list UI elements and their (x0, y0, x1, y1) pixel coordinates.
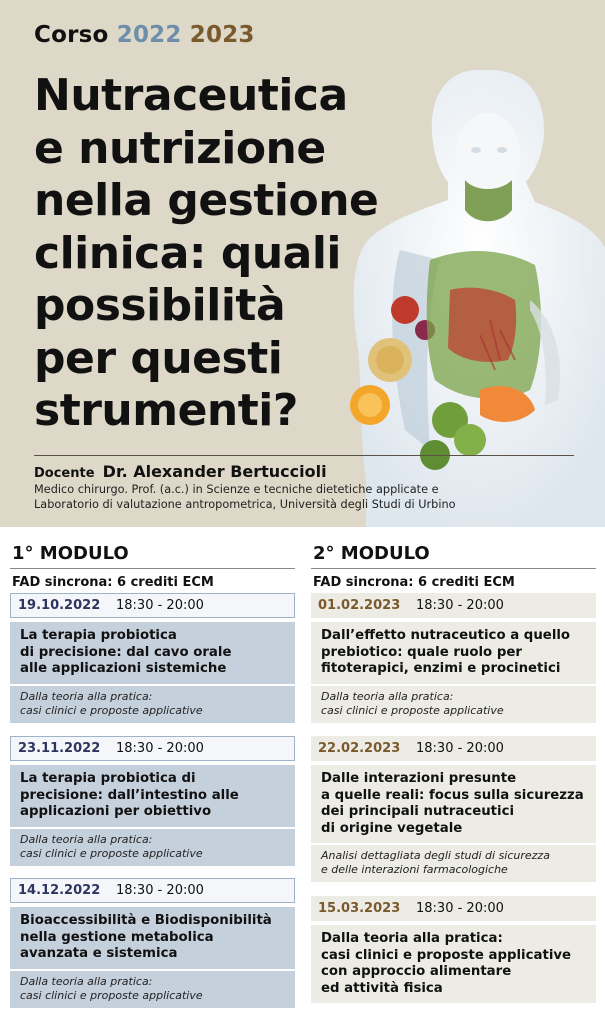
session-date: 14.12.2022 (18, 883, 101, 898)
session-topic: La terapia probiotica di precisione: dall’intestino alle applicazioni per obiettivo (10, 765, 295, 827)
docente-bio: Medico chirurgo. Prof. (a.c.) in Scienze e tecniche dietetiche applicate e Laboratorio di valutazione antropometrica, Università degli Studi di Urbino (34, 483, 456, 511)
session-note: Dalla teoria alla pratica: casi clinici e proposte applicative (10, 971, 295, 1008)
session-note: Dalla teoria alla pratica: casi clinici e proposte applicative (10, 829, 295, 866)
fad-credits: FAD sincrona: 6 crediti ECM (313, 575, 515, 590)
session-note: Dalla teoria alla pratica: casi clinici e proposte applicative (10, 686, 295, 723)
year-start: 2022 (116, 22, 182, 48)
year-end: 2023 (189, 22, 255, 48)
session-topic: Dalle interazioni presunte a quelle reali: focus sulla sicurezza dei principali nutraceutici di origine vegetale (311, 765, 596, 843)
session-topic: Dalla teoria alla pratica: casi clinici e proposte applicative con approccio alimentare ed attività fisica (311, 925, 596, 1003)
module-title: 2° MODULO (313, 543, 430, 564)
session-time: 18:30 - 20:00 (116, 883, 204, 898)
docente-line: Docente Dr. Alexander Bertuccioli (34, 462, 327, 481)
course-title: Nutraceutica e nutrizione nella gestione clinica: quali possibilità per questi strumenti? (34, 70, 379, 436)
session-date-row (10, 736, 295, 761)
session-date-row (10, 593, 295, 618)
session-note: Analisi dettagliata degli studi di sicurezza e delle interazioni farmacologiche (311, 845, 596, 882)
docente-name: Dr. Alexander Bertuccioli (102, 462, 327, 481)
session-topic: Bioaccessibilità e Biodisponibilità nella gestione metabolica avanzata e sistemica (10, 907, 295, 969)
session-date-row (311, 736, 596, 761)
session-date-row (311, 593, 596, 618)
session-card (311, 896, 596, 1003)
session-date: 01.02.2023 (318, 598, 401, 613)
session-time: 18:30 - 20:00 (416, 598, 504, 613)
session-date: 23.11.2022 (18, 741, 101, 756)
session-time: 18:30 - 20:00 (116, 741, 204, 756)
module-title: 1° MODULO (12, 543, 129, 564)
session-time: 18:30 - 20:00 (116, 598, 204, 613)
session-date: 22.02.2023 (318, 741, 401, 756)
module-2 (311, 540, 596, 996)
session-topic: La terapia probiotica di precisione: dal cavo orale alle applicazioni sistemiche (10, 622, 295, 684)
session-date: 15.03.2023 (318, 901, 401, 916)
session-card (311, 593, 596, 723)
session-time: 18:30 - 20:00 (416, 901, 504, 916)
module-1 (10, 540, 295, 1002)
session-time: 18:30 - 20:00 (416, 741, 504, 756)
session-topic: Dall’effetto nutraceutico a quello prebiotico: quale ruolo per fitoterapici, enzimi e procinetici (311, 622, 596, 684)
session-date-row (10, 878, 295, 903)
session-note: Dalla teoria alla pratica: casi clinici e proposte applicative (311, 686, 596, 723)
session-card (10, 878, 295, 1008)
session-card (311, 736, 596, 882)
session-date: 19.10.2022 (18, 598, 101, 613)
session-card (10, 736, 295, 866)
module-rule (10, 568, 295, 569)
divider (34, 455, 574, 456)
session-date-row (311, 896, 596, 921)
module-rule (311, 568, 596, 569)
session-card (10, 593, 295, 723)
course-label: Corso 2022 2023 (34, 22, 255, 48)
fad-credits: FAD sincrona: 6 crediti ECM (12, 575, 214, 590)
